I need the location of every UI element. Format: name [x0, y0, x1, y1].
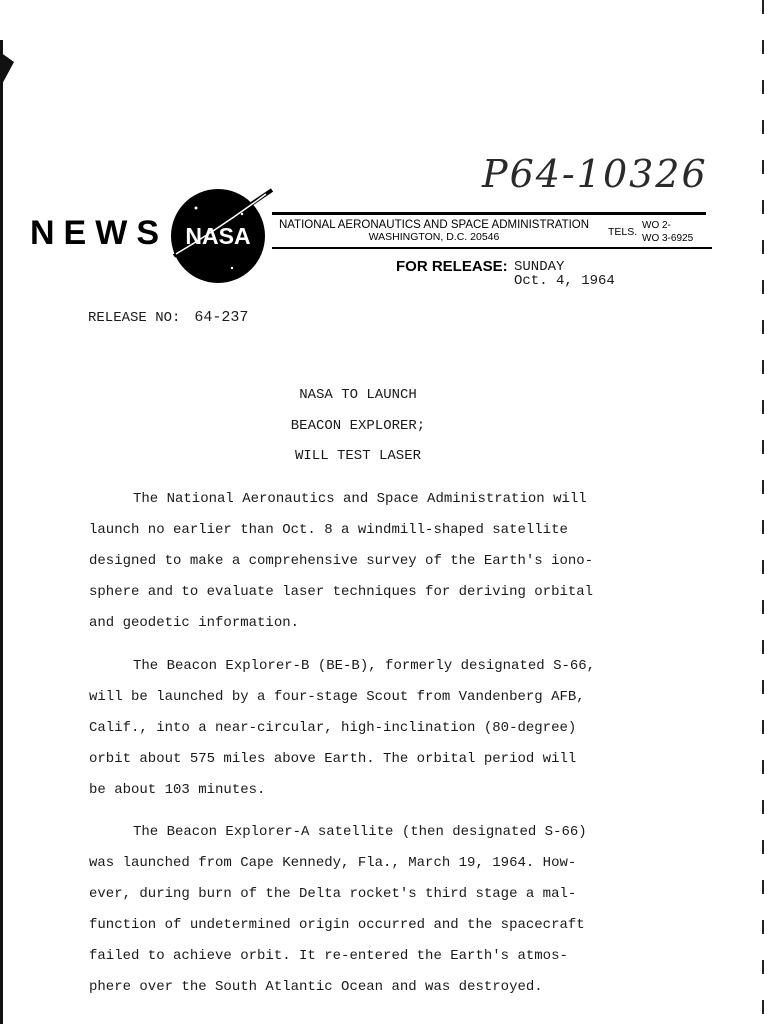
body-line: will be launched by a four-stage Scout from Vandenberg AFB,: [89, 689, 585, 705]
release-number-value: 64-237: [194, 309, 249, 326]
body-line: The National Aeronautics and Space Administration will: [133, 491, 587, 507]
body-line: be about 103 minutes.: [89, 782, 266, 798]
nasa-logo: [162, 184, 274, 286]
agency-block: [268, 219, 600, 243]
body-line: and geodetic information.: [89, 615, 300, 631]
body-line: The Beacon Explorer-A satellite (then designated S-66): [133, 824, 587, 840]
tels-label: TELS.: [608, 226, 638, 238]
headline-line: WILL TEST LASER: [294, 448, 422, 464]
paragraph-3: [89, 817, 649, 1003]
for-release-label: FOR RELEASE:: [396, 258, 508, 275]
paragraph-1: [89, 484, 649, 639]
header-rule-bottom: [272, 247, 712, 249]
body-line: ever, during burn of the Delta rocket's third stage a mal-: [89, 886, 577, 902]
scan-edge-left: [0, 40, 3, 1024]
agency-name: NATIONAL AERONAUTICS AND SPACE ADMINISTRATION: [278, 219, 590, 231]
body-line: function of undetermined origin occurred and the spacecraft: [89, 917, 585, 933]
body-line: phere over the South Atlantic Ocean and was destroyed.: [89, 979, 543, 995]
telephone-1: WO 2-: [642, 220, 671, 231]
headline-line: BEACON EXPLORER;: [290, 417, 426, 434]
headline: [248, 380, 468, 472]
paragraph-2: [89, 651, 649, 806]
scan-edge-mark: [0, 52, 14, 88]
headline-line: NASA TO LAUNCH: [299, 387, 417, 403]
body-line: failed to achieve orbit. It re-entered the Earth's atmos-: [89, 948, 568, 964]
body-line: designed to make a comprehensive survey of the Earth's iono-: [89, 553, 594, 569]
body-line: launch no earlier than Oct. 8 a windmill-shaped satellite: [89, 522, 568, 538]
telephone-numbers: [642, 219, 693, 245]
nasa-logo-text: NASA: [185, 223, 251, 249]
body-line: The Beacon Explorer-B (BE-B), formerly designated S-66,: [133, 658, 596, 674]
release-number-label: RELEASE NO:: [88, 310, 181, 326]
body-line: was launched from Cape Kennedy, Fla., March 19, 1964. How-: [89, 855, 577, 871]
header-rule-top: [272, 212, 706, 215]
scan-edge-right: [762, 0, 764, 1024]
release-date: Oct. 4, 1964: [514, 273, 615, 289]
handwritten-document-number: P64-10326: [482, 152, 708, 196]
body-line: Calif., into a near-circular, high-inclination (80-degree): [89, 720, 577, 736]
telephone-2: WO 3-6925: [642, 233, 694, 244]
body-line: orbit about 575 miles above Earth. The orbital period will: [89, 751, 577, 767]
agency-address: WASHINGTON, D.C. 20546: [368, 231, 500, 243]
release-day: SUNDAY: [514, 259, 565, 275]
news-wordmark: NEWS: [30, 214, 168, 252]
body-line: sphere and to evaluate laser techniques for deriving orbital: [89, 584, 594, 600]
release-number: [88, 309, 248, 326]
